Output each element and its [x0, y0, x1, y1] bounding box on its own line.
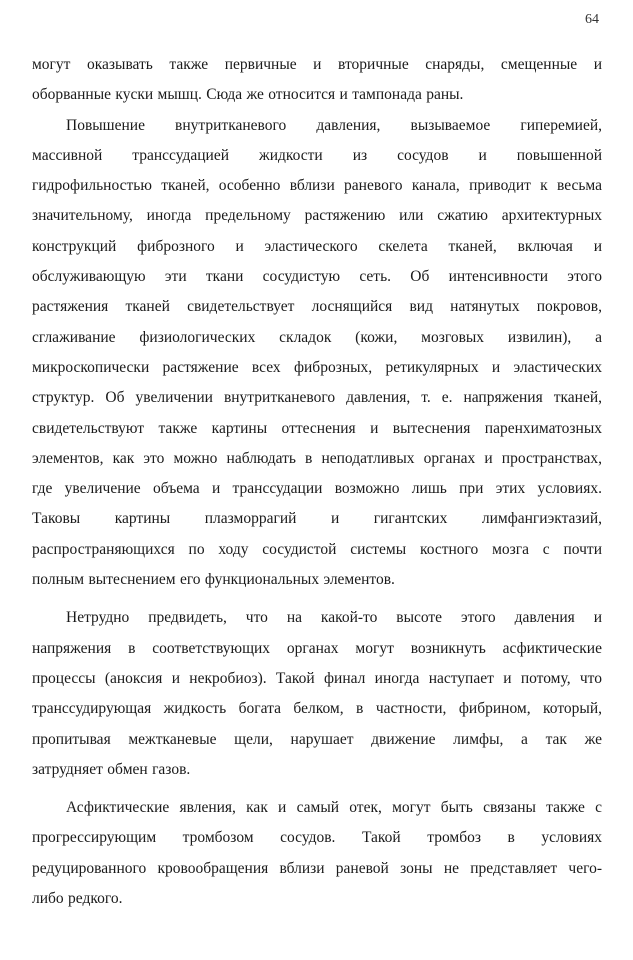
- text-line: обслуживающую эти ткани сосудистую сеть. Об интенсивности этого: [32, 268, 602, 286]
- text-line: могут оказывать также первичные и вторичные снаряды, смещенные и: [32, 56, 602, 73]
- text-line: полным вытеснением его функциональных элементов.: [32, 571, 395, 589]
- text-line: затрудняет обмен газов.: [32, 760, 191, 778]
- text-line: либо редкого.: [32, 890, 123, 908]
- text-line: микроскопически растяжение всех фиброзных, ретикулярных и эластических: [32, 358, 602, 376]
- text-line: значительному, иногда предельному растяжению или сжатию архитектурных: [32, 207, 602, 225]
- text-line: редуцированного кровообращения вблизи раневой зоны не представляет чего-: [32, 859, 602, 877]
- paragraph-gap: [32, 595, 602, 603]
- paragraph-gap: [32, 785, 602, 793]
- text-line: Повышение внутритканевого давления, вызываемое гиперемией,: [66, 116, 602, 134]
- paragraph-1: [32, 50, 602, 111]
- text-line: прогрессирующим тромбозом сосудов. Такой тромбоз в условиях: [32, 829, 602, 847]
- text-line: растяжения тканей свидетельствует лоснящийся вид натянутых покровов,: [32, 298, 602, 316]
- text-line: массивной транссудацией жидкости из сосудов и повышенной: [32, 146, 602, 164]
- text-line: пропитывая межтканевые щели, нарушает движение лимфы, а так же: [32, 730, 602, 748]
- text-line: где увеличение объема и транссудации возможно лишь при этих условиях.: [32, 480, 602, 498]
- text-line: элементов, как это можно наблюдать в неподатливых органах и пространствах,: [32, 449, 602, 467]
- text-line: процессы (аноксия и некробиоз). Такой финал иногда наступает и потому, что: [32, 669, 602, 687]
- text-line: сглаживание физиологических складок (кожи, мозговых извилин), а: [32, 328, 602, 346]
- paragraph-4: [32, 793, 602, 914]
- text-line: Таковы картины плазморрагий и гигантских лимфангиэктазий,: [32, 510, 602, 528]
- text-line: конструкций фиброзного и эластического скелета тканей, включая и: [32, 237, 602, 255]
- text-line: структур. Об увеличении внутритканевого давления, т. е. напряжения тканей,: [32, 389, 602, 407]
- text-line: распространяющихся по ходу сосудистой системы костного мозга с почти: [32, 540, 602, 558]
- text-line: оборванные куски мышц. Сюда же относится и тампонада раны.: [32, 86, 464, 104]
- text-line: свидетельствуют также картины оттеснения и вытеснения паренхиматозных: [32, 419, 602, 437]
- page-body: [32, 50, 602, 914]
- text-line: транссудирующая жидкость богата белком, в частности, фибрином, который,: [32, 700, 602, 718]
- paragraph-3: [32, 603, 602, 785]
- page-number: 64: [585, 12, 599, 27]
- text-line: Нетрудно предвидеть, что на какой-то высоте этого давления и: [66, 609, 602, 627]
- text-line: гидрофильностью тканей, особенно вблизи раневого канала, приводит к весьма: [32, 177, 602, 195]
- text-line: Асфиктические явления, как и самый отек, могут быть связаны также с: [66, 799, 602, 817]
- paragraph-2: [32, 111, 602, 596]
- text-line: напряжения в соответствующих органах могут возникнуть асфиктические: [32, 639, 602, 657]
